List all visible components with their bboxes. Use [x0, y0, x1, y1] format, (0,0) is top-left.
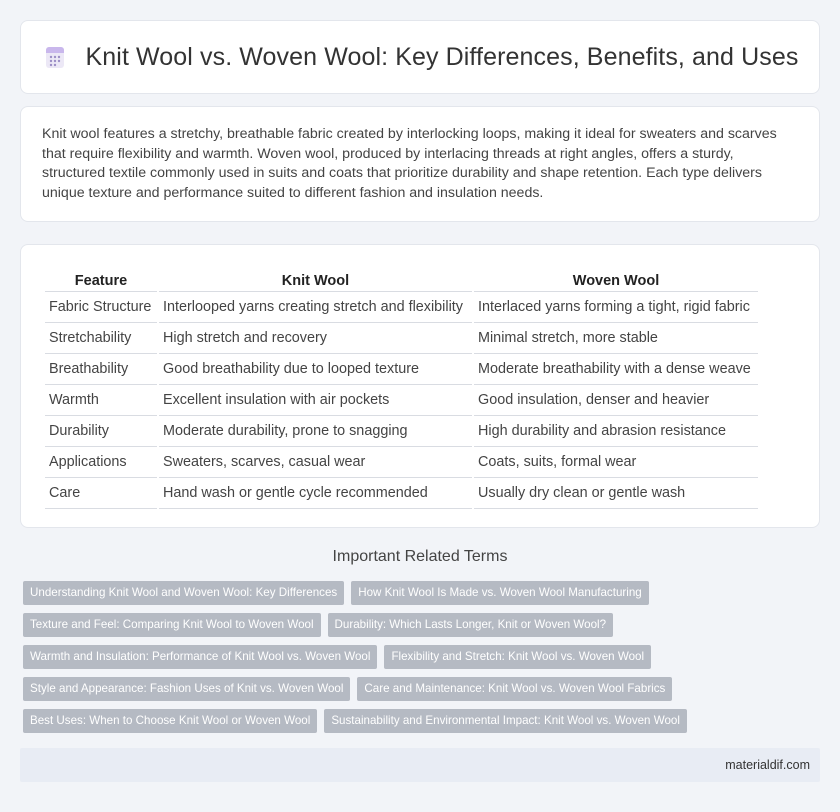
table-cell: Good insulation, denser and heavier	[474, 385, 758, 416]
table-row	[45, 416, 758, 447]
comparison-table	[43, 265, 760, 509]
tag-row	[23, 677, 803, 701]
related-term-link[interactable]: Texture and Feel: Comparing Knit Wool to Woven Wool	[23, 613, 321, 637]
related-term-link[interactable]: Warmth and Insulation: Performance of Knit Wool vs. Woven Wool	[23, 645, 377, 669]
table-cell: Care	[45, 478, 157, 509]
tag-row	[23, 645, 803, 669]
page-title: Knit Wool vs. Woven Wool: Key Differences, Benefits, and Uses	[85, 42, 799, 71]
intro-paragraph: Knit wool features a stretchy, breathable fabric created by interlocking loops, making it ideal for sweaters and scarves that require flexibility and warmth. Woven wool, produced by interlacing threads at right angles, offers a sturdy, structured textile commonly used in suits and coats that prioritize durability and shape retention. Each type delivers unique texture and performance suited to different fashion and insulation needs.	[42, 126, 777, 201]
table-cell: Fabric Structure	[45, 292, 157, 323]
table-cell: Excellent insulation with air pockets	[159, 385, 472, 416]
table-cell: Applications	[45, 447, 157, 478]
table-row	[45, 447, 758, 478]
footer-site-link[interactable]: materialdif.com	[725, 758, 810, 772]
tag-row	[23, 581, 803, 605]
table-cell: High durability and abrasion resistance	[474, 416, 758, 447]
column-header: Woven Wool	[474, 265, 758, 292]
related-term-link[interactable]: Sustainability and Environmental Impact: Knit Wool vs. Woven Wool	[324, 709, 687, 733]
table-header-row	[45, 265, 758, 292]
table-row	[45, 292, 758, 323]
document-icon	[42, 44, 68, 70]
related-term-link[interactable]: How Knit Wool Is Made vs. Woven Wool Manufacturing	[351, 581, 649, 605]
footer	[20, 748, 820, 782]
related-term-link[interactable]: Flexibility and Stretch: Knit Wool vs. Woven Wool	[384, 645, 651, 669]
table-row	[45, 323, 758, 354]
table-cell: Moderate durability, prone to snagging	[159, 416, 472, 447]
related-term-link[interactable]: Best Uses: When to Choose Knit Wool or Woven Wool	[23, 709, 317, 733]
related-terms-heading: Important Related Terms	[332, 548, 508, 565]
related-term-link[interactable]: Style and Appearance: Fashion Uses of Knit vs. Woven Wool	[23, 677, 350, 701]
table-cell: High stretch and recovery	[159, 323, 472, 354]
tag-row	[23, 613, 803, 637]
table-cell: Interlaced yarns forming a tight, rigid fabric	[474, 292, 758, 323]
table-cell: Warmth	[45, 385, 157, 416]
table-cell: Minimal stretch, more stable	[474, 323, 758, 354]
table-row	[45, 385, 758, 416]
table-cell: Sweaters, scarves, casual wear	[159, 447, 472, 478]
column-header: Feature	[45, 265, 157, 292]
table-row	[45, 354, 758, 385]
table-cell: Coats, suits, formal wear	[474, 447, 758, 478]
table-cell: Usually dry clean or gentle wash	[474, 478, 758, 509]
table-cell: Interlooped yarns creating stretch and flexibility	[159, 292, 472, 323]
related-term-link[interactable]: Durability: Which Lasts Longer, Knit or Woven Wool?	[328, 613, 614, 637]
intro-card	[20, 106, 820, 222]
tag-row	[23, 709, 803, 733]
related-term-link[interactable]: Understanding Knit Wool and Woven Wool: Key Differences	[23, 581, 344, 605]
related-term-link[interactable]: Care and Maintenance: Knit Wool vs. Woven Wool Fabrics	[357, 677, 672, 701]
table-cell: Good breathability due to looped texture	[159, 354, 472, 385]
table-cell: Moderate breathability with a dense weave	[474, 354, 758, 385]
title-card	[20, 20, 820, 94]
table-cell: Breathability	[45, 354, 157, 385]
related-terms-list	[23, 581, 803, 741]
title-row	[42, 43, 799, 72]
comparison-table-card	[20, 244, 820, 528]
table-row	[45, 478, 758, 509]
table-cell: Stretchability	[45, 323, 157, 354]
table-cell: Hand wash or gentle cycle recommended	[159, 478, 472, 509]
column-header: Knit Wool	[159, 265, 472, 292]
table-cell: Durability	[45, 416, 157, 447]
